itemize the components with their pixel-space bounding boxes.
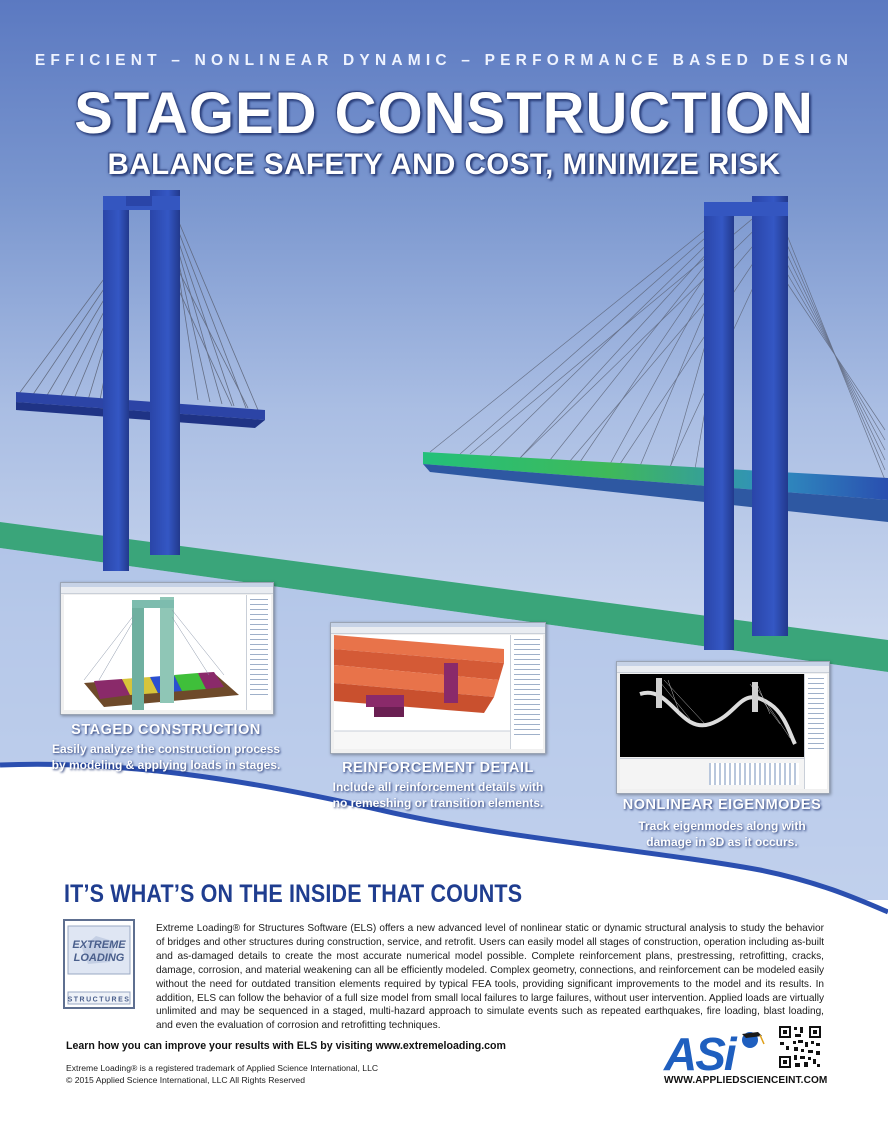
trademark-line: Extreme Loading® is a registered trademark of Applied Science International, LLC — [66, 1063, 379, 1073]
staged-construction-screenshot — [60, 582, 274, 715]
feature-desc-staged-line1: Easily analyze the construction process — [51, 742, 281, 756]
page-title: STAGED CONSTRUCTION — [74, 81, 814, 146]
asi-logo — [662, 1026, 772, 1076]
learn-more-link[interactable]: Learn how you can improve your results with ELS by visiting www.extremeloading.com — [66, 1040, 506, 1052]
logo-text-structures: STRUCTURES — [67, 996, 131, 1004]
qr-code[interactable] — [778, 1025, 822, 1069]
feature-desc-reinforcement-line1: Include all reinforcement details with — [332, 780, 544, 794]
extreme-loading-logo — [62, 918, 136, 1010]
logo-text-extreme: EXTREME — [72, 939, 126, 951]
reinforcement-detail-screenshot — [330, 622, 546, 754]
feature-title-eigenmodes: NONLINEAR EIGENMODES — [622, 797, 822, 813]
reinforcement-render — [334, 635, 511, 749]
logo-text-loading: LOADING — [73, 952, 125, 964]
page-subtitle: BALANCE SAFETY AND COST, MINIMIZE RISK — [107, 148, 781, 181]
feature-title-staged: STAGED CONSTRUCTION — [71, 722, 261, 738]
feature-desc-reinforcement-line2: no remeshing or transition elements. — [332, 796, 544, 810]
feature-desc-eigenmodes-line2: damage in 3D as it occurs. — [646, 835, 798, 849]
eigenmodes-screenshot — [616, 661, 830, 794]
body-paragraph: Extreme Loading® for Structures Software (ELS) offers a new advanced level of nonlinear static or dynamic structural analysis to study the behavior of bridges and other structures during construction, service, and retrofit. Users can easily model all stages of construction, operation including as-built and as-damaged details to create the most accurate numerical model possible. Complete reinforcement plans, prestressing, retrofitting, cracks, damage, corrosion, and material weakening can all be efficiently modeled. Complex geometry, connections, and reinforcement can be modeled easily without the need for outdated transition elements required by typical FEA tools, providing significant improvements to the model and its results. In addition, ELS can follow the behavior of a full size model from small local failures to large failures, without user intervention. Applied loads are virtually unlimited and may be sequenced in a staged, multi-hazard approach to simulate events such as repeated earthquakes, fire loading, blast loading, and even the evaluation of corrosion and retrofitting techniques. — [156, 923, 824, 1032]
trademark-notice — [66, 1063, 378, 1086]
feature-title-reinforcement: REINFORCEMENT DETAIL — [342, 760, 534, 776]
website-url[interactable]: WWW.APPLIEDSCIENCEINT.COM — [664, 1075, 828, 1086]
section-heading: IT’S WHAT’S ON THE INSIDE THAT COUNTS — [64, 880, 523, 908]
asi-logo-text: ASi — [664, 1028, 735, 1076]
feature-desc-eigenmodes-line1: Track eigenmodes along with — [638, 819, 806, 833]
eigenmodes-render — [620, 674, 805, 757]
feature-desc-staged-line2: by modeling & applying loads in stages. — [51, 758, 281, 772]
tagline: EFFICIENT – NONLINEAR DYNAMIC – PERFORMANCE BASED DESIGN — [34, 52, 854, 69]
copyright-line: © 2015 Applied Science International, LLC All Rights Reserved — [66, 1074, 305, 1085]
staged-construction-render — [64, 595, 247, 710]
